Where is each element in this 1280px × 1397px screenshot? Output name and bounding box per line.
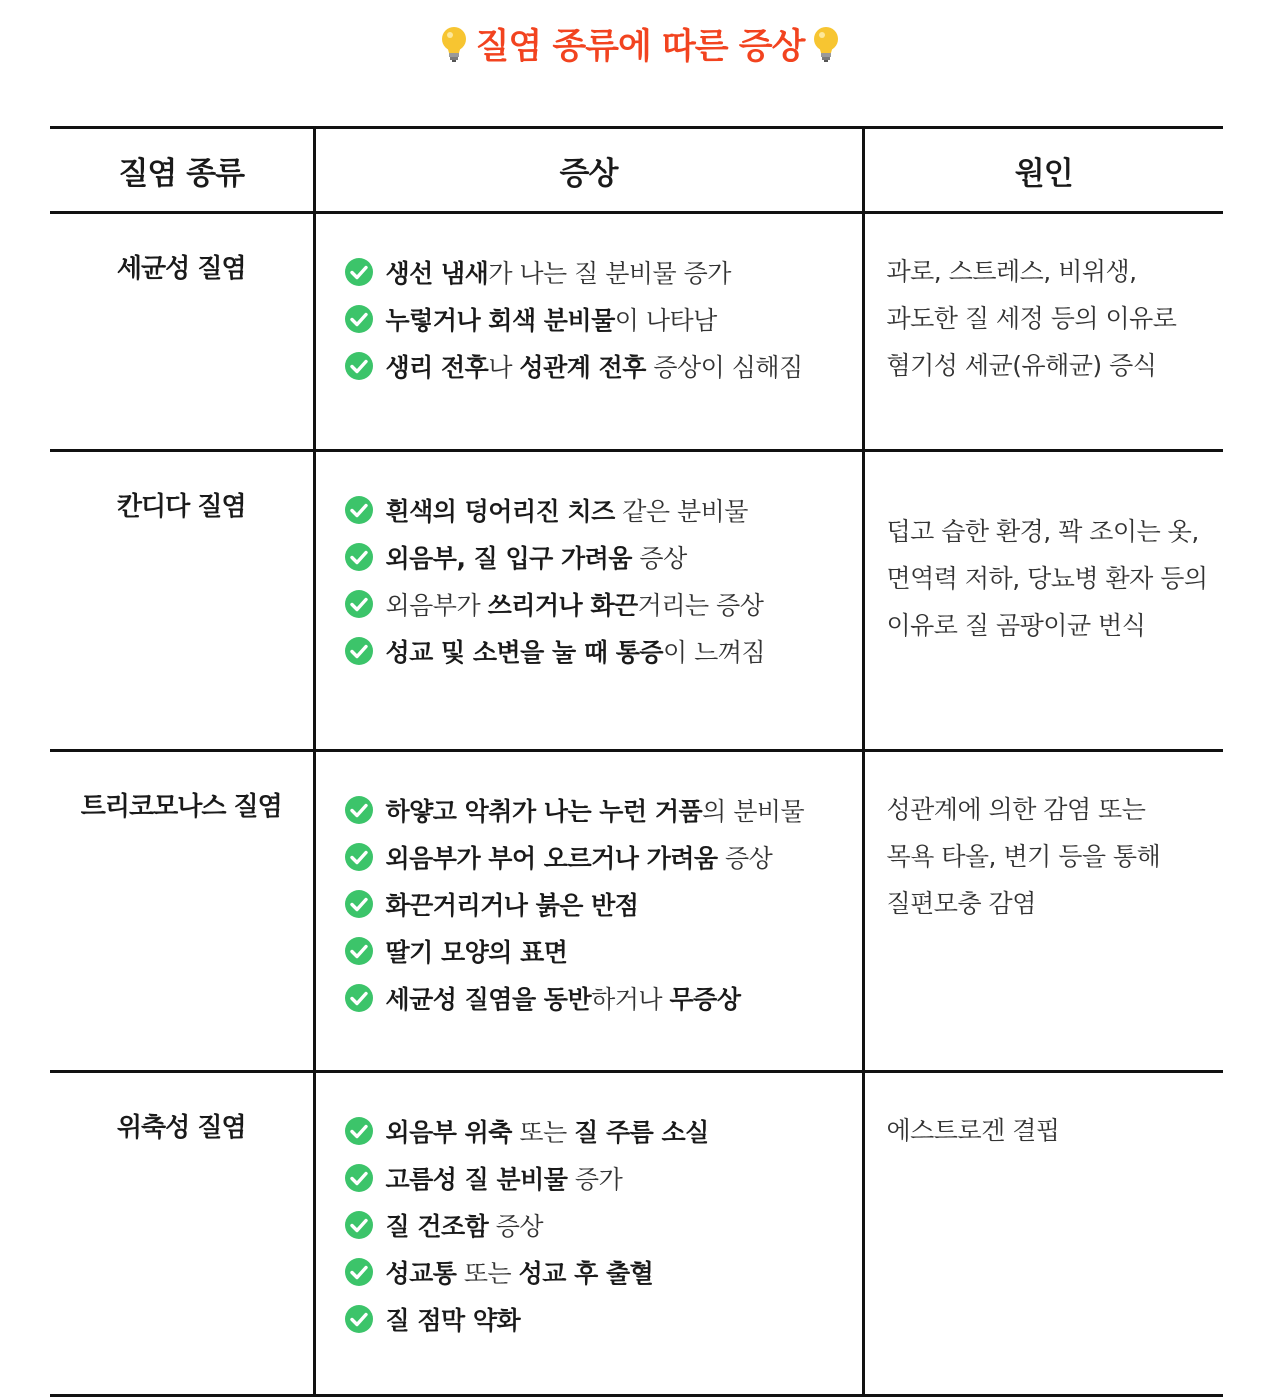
table-row [50, 1072, 1223, 1396]
symptom-text: 질 건조함 증상 [385, 1211, 544, 1241]
check-circle-icon [344, 1304, 374, 1334]
cause-line: 혐기성 세균(유해균) 증식 [886, 351, 1157, 380]
symptom-text: 하얗고 악취가 나는 누런 거품의 분비물 [385, 796, 805, 826]
table-row [50, 213, 1223, 451]
cause-text [863, 751, 1223, 1072]
cause-line: 성관계에 의한 감염 또는 [886, 795, 1146, 824]
check-circle-icon [344, 795, 374, 825]
cause-line: 에스트로겐 결핍 [886, 1116, 1060, 1145]
symptom-text: 외음부 위축 또는 질 주름 소실 [385, 1117, 709, 1147]
symptom-list [314, 1072, 863, 1396]
symptom-item [344, 580, 862, 627]
symptom-item [344, 486, 862, 533]
symptom-item [344, 533, 862, 580]
symptom-list [314, 751, 863, 1072]
check-circle-icon [344, 1210, 374, 1240]
symptom-item [344, 1107, 862, 1154]
header-symptoms: 증상 [314, 128, 863, 213]
symptom-text: 질 점막 약화 [385, 1305, 521, 1335]
check-circle-icon [344, 495, 374, 525]
header-type: 질염 종류 [50, 128, 314, 213]
symptom-item [344, 1154, 862, 1201]
symptom-text: 누렇거나 회색 분비물이 나타남 [385, 305, 717, 335]
table-row [50, 751, 1223, 1072]
symptom-item [344, 248, 862, 295]
check-circle-icon [344, 304, 374, 334]
check-circle-icon [344, 936, 374, 966]
symptom-item [344, 786, 862, 833]
cause-text [863, 451, 1223, 751]
symptom-item [344, 880, 862, 927]
check-circle-icon [344, 589, 374, 619]
check-circle-icon [344, 257, 374, 287]
cause-line: 과도한 질 세정 등의 이유로 [886, 304, 1177, 333]
cause-line: 과로, 스트레스, 비위생, [886, 257, 1137, 286]
cause-line: 이유로 질 곰팡이균 번식 [886, 611, 1146, 640]
symptom-text: 흰색의 덩어리진 치즈 같은 분비물 [385, 496, 748, 526]
symptom-item [344, 627, 862, 674]
vaginitis-type: 트리코모나스 질염 [50, 751, 314, 1072]
symptom-text: 성교 및 소변을 눌 때 통증이 느껴짐 [385, 637, 766, 667]
check-circle-icon [344, 636, 374, 666]
symptom-text: 성교통 또는 성교 후 출혈 [385, 1258, 654, 1288]
lightbulb-icon [810, 24, 842, 64]
check-circle-icon [344, 1257, 374, 1287]
symptom-item [344, 974, 862, 1021]
vaginitis-type: 칸디다 질염 [50, 451, 314, 751]
cause-line: 덥고 습한 환경, 꽉 조이는 옷, [886, 517, 1199, 546]
symptom-item [344, 833, 862, 880]
symptom-item [344, 1201, 862, 1248]
symptom-item [344, 1295, 862, 1342]
check-circle-icon [344, 983, 374, 1013]
page-title [0, 18, 1280, 70]
cause-line: 질편모충 감염 [886, 889, 1036, 918]
vaginitis-table [50, 126, 1223, 1397]
table-header-row [50, 128, 1223, 213]
check-circle-icon [344, 542, 374, 572]
symptom-list [314, 451, 863, 751]
check-circle-icon [344, 1116, 374, 1146]
cause-line: 목욕 타올, 변기 등을 통해 [886, 842, 1161, 871]
cause-line: 면역력 저하, 당뇨병 환자 등의 [886, 564, 1208, 593]
vaginitis-type: 세균성 질염 [50, 213, 314, 451]
symptom-item [344, 927, 862, 974]
table-row [50, 451, 1223, 751]
check-circle-icon [344, 1163, 374, 1193]
lightbulb-icon [438, 24, 470, 64]
symptom-text: 고름성 질 분비물 증가 [385, 1164, 623, 1194]
symptom-list [314, 213, 863, 451]
symptom-text: 외음부가 부어 오르거나 가려움 증상 [385, 843, 773, 873]
symptom-text: 외음부가 쓰리거나 화끈거리는 증상 [385, 590, 764, 620]
title-text: 질염 종류에 따른 증상 [475, 27, 805, 67]
check-circle-icon [344, 351, 374, 381]
check-circle-icon [344, 889, 374, 919]
cause-text [863, 1072, 1223, 1396]
vaginitis-type: 위축성 질염 [50, 1072, 314, 1396]
symptom-text: 생리 전후나 성관계 전후 증상이 심해짐 [385, 352, 803, 382]
header-cause: 원인 [863, 128, 1223, 213]
symptom-text: 생선 냄새가 나는 질 분비물 증가 [385, 258, 731, 288]
symptom-item [344, 342, 862, 389]
symptom-text: 세균성 질염을 동반하거나 무증상 [385, 984, 741, 1014]
check-circle-icon [344, 842, 374, 872]
cause-text [863, 213, 1223, 451]
symptom-text: 외음부, 질 입구 가려움 증상 [385, 543, 687, 573]
symptom-item [344, 295, 862, 342]
symptom-text: 딸기 모양의 표면 [385, 937, 568, 967]
symptom-item [344, 1248, 862, 1295]
symptom-text: 화끈거리거나 붉은 반점 [385, 890, 639, 920]
